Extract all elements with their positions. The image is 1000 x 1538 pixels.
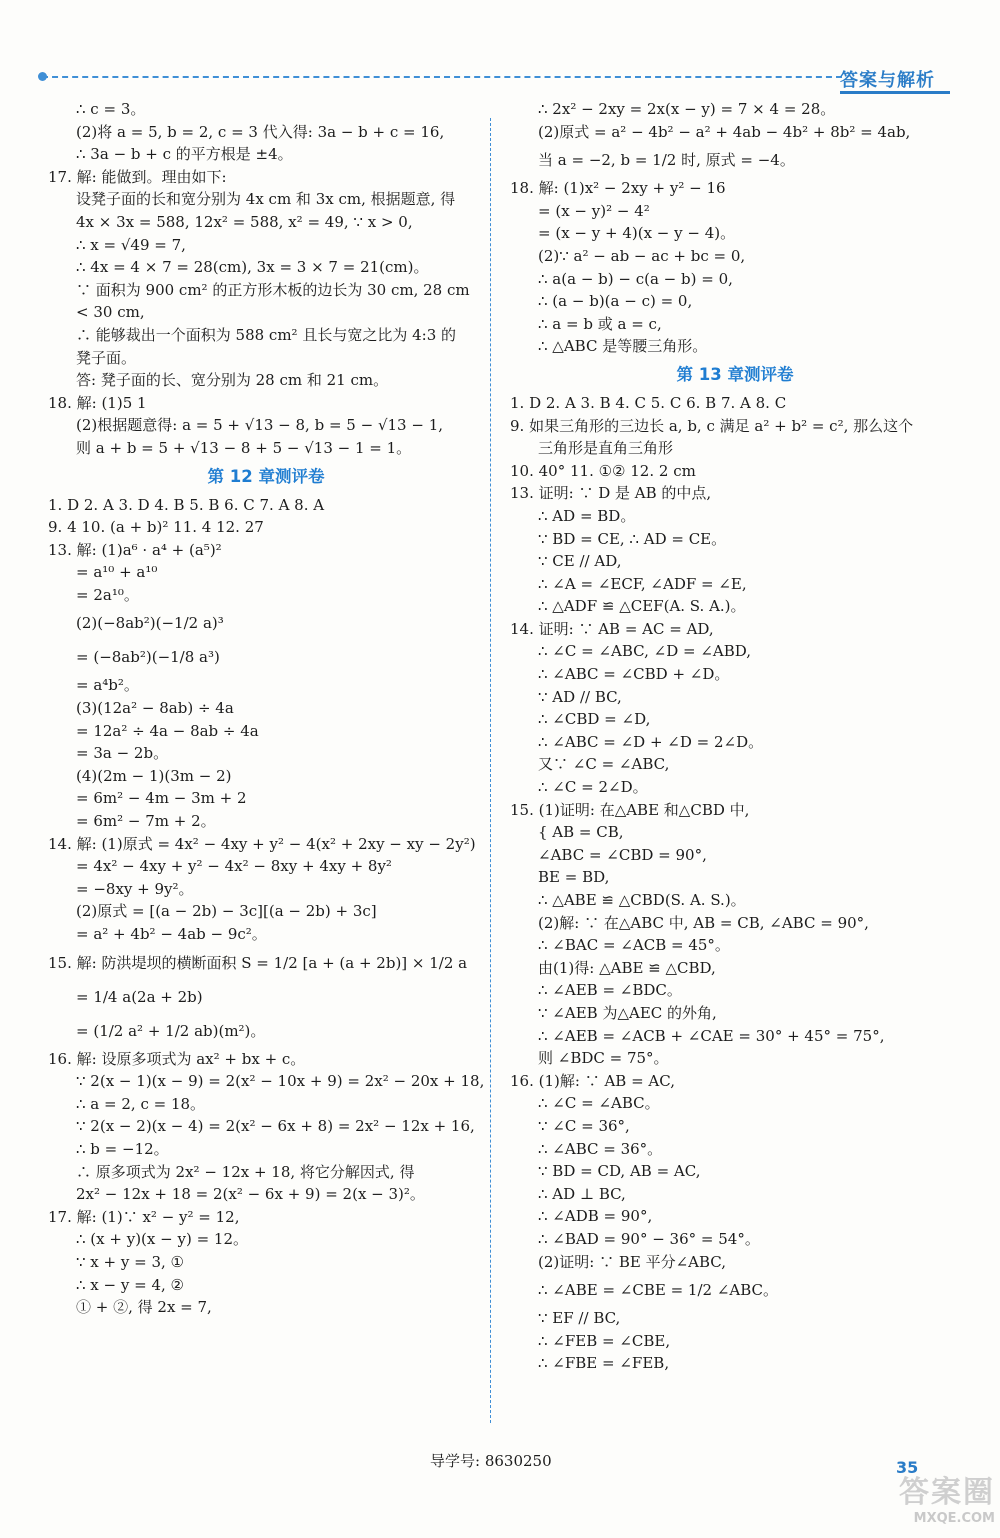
text-line: ∴ x = √49 = 7, bbox=[76, 235, 186, 254]
page-number: 35 bbox=[896, 1458, 919, 1477]
text-line: ∴ c = 3。 bbox=[76, 100, 146, 118]
text-line: (2)(−8ab²)(−1/2 a)³ bbox=[76, 614, 224, 633]
text-line: ∴ AD ⊥ BC, bbox=[538, 1184, 626, 1203]
text-line: ∴ (a − b)(a − c) = 0, bbox=[538, 292, 693, 311]
text-line: ∴ 2x² − 2xy = 2x(x − y) = 7 × 4 = 28。 bbox=[538, 100, 836, 118]
text-line: 14. 解: (1)原式 = 4x² − 4xy + y² − 4(x² + 2xy − xy − 2y²) bbox=[48, 834, 476, 853]
text-line: ∴ ∠C = 2∠D。 bbox=[538, 778, 648, 797]
text-line: ∴ ∠FEB = ∠CBE, bbox=[538, 1331, 671, 1350]
text-line: (4)(2m − 1)(3m − 2) bbox=[76, 766, 232, 785]
text-line: ∴ △ABE ≌ △CBD(S. A. S.)。 bbox=[538, 891, 746, 909]
section-title-ch12: 第 12 章测评卷 bbox=[207, 466, 325, 486]
text-line: 13. 解: (1)a⁶ · a⁴ + (a⁵)² bbox=[48, 540, 222, 559]
text-line: 4x × 3x = 588, 12x² = 588, x² = 49, ∵ x > 0, bbox=[76, 212, 413, 231]
text-line: (3)(12a² − 8ab) ÷ 4a bbox=[76, 699, 234, 718]
text-line: ∴ ∠BAD = 90° − 36° = 54°。 bbox=[538, 1229, 760, 1248]
text-line: (2)根据题意得: a = 5 + √13 − 8, b = 5 − √13 − 1, bbox=[76, 416, 444, 435]
footer-guide-code: 导学号: 8630250 bbox=[430, 1452, 552, 1470]
text-line: 18. 解: (1)x² − 2xy + y² − 16 bbox=[510, 179, 726, 198]
text-line: 15. 解: 防洪堤坝的横断面积 S = 1/2 [a + (a + 2b)] × 1/2 a bbox=[48, 953, 468, 972]
text-line: = −8xy + 9y²。 bbox=[76, 879, 194, 898]
text-line: = (x − y + 4)(x − y − 4)。 bbox=[538, 224, 736, 243]
watermark-url: MXQE.COM bbox=[913, 1511, 995, 1526]
text-line: = (x − y)² − 4² bbox=[538, 201, 650, 220]
watermark-logo bbox=[820, 1475, 995, 1535]
text-line: 凳子面。 bbox=[76, 348, 137, 367]
text-line: (2)将 a = 5, b = 2, c = 3 代入得: 3a − b + c = 16, bbox=[76, 122, 445, 141]
text-line: ∴ (x + y)(x − y) = 12。 bbox=[76, 1230, 248, 1249]
text-line: (2)证明: ∵ BE 平分∠ABC, bbox=[538, 1252, 726, 1271]
text-line: = (1/2 a² + 1/2 ab)(m²)。 bbox=[76, 1021, 266, 1040]
text-line: 13. 证明: ∵ D 是 AB 的中点, bbox=[510, 484, 712, 503]
text-line: ∴ ∠ABC = 36°。 bbox=[538, 1139, 663, 1158]
text-line: ∵ AD // BC, bbox=[538, 687, 622, 706]
text-line: ∴ AD = BD。 bbox=[538, 506, 636, 525]
text-line: 1. D 2. A 3. D 4. B 5. B 6. C 7. A 8. A bbox=[48, 495, 325, 514]
text-line: ∴ b = −12。 bbox=[76, 1139, 169, 1158]
text-line: (2)原式 = a² − 4b² − a² + 4ab − 4b² + 8b² = 4ab, bbox=[538, 122, 911, 141]
text-line: { AB = CB, bbox=[538, 823, 624, 842]
text-line: ∵ 面积为 900 cm² 的正方形木板的边长为 30 cm, 28 cm bbox=[76, 280, 470, 299]
left-column bbox=[48, 98, 484, 1319]
header-dashed-rule bbox=[42, 76, 842, 78]
text-line: (2)解: ∵ 在△ABC 中, AB = CB, ∠ABC = 90°, bbox=[538, 913, 869, 932]
text-line: 2x² − 12x + 18 = 2(x² − 6x + 9) = 2(x − 3)²。 bbox=[76, 1185, 425, 1204]
text-line: ∴ ∠ABE = ∠CBE = 1/2 ∠ABC。 bbox=[538, 1281, 779, 1300]
text-line: 又∵ ∠C = ∠ABC, bbox=[538, 755, 670, 774]
text-line: = 6m² − 7m + 2。 bbox=[76, 812, 216, 831]
text-line: ∵ BD = CD, AB = AC, bbox=[538, 1162, 701, 1181]
text-line: 则 a + b = 5 + √13 − 8 + 5 − √13 − 1 = 1。 bbox=[76, 438, 412, 457]
text-line: = 1/4 a(2a + 2b) bbox=[76, 987, 203, 1006]
text-line: 设凳子面的长和宽分别为 4x cm 和 3x cm, 根据题意, 得 bbox=[76, 190, 456, 209]
text-line: = 3a − 2b。 bbox=[76, 744, 169, 763]
text-line: = 6m² − 4m − 3m + 2 bbox=[76, 789, 247, 808]
header-title: 答案与解析 bbox=[840, 62, 950, 94]
text-line: 15. (1)证明: 在△ABE 和△CBD 中, bbox=[510, 800, 750, 819]
text-line: ① + ②, 得 2x = 7, bbox=[76, 1298, 212, 1317]
text-line: ∴ △ABC 是等腰三角形。 bbox=[538, 337, 708, 356]
text-line: (2)∵ a² − ab − ac + bc = 0, bbox=[538, 246, 746, 265]
text-line: 16. 解: 设原多项式为 ax² + bx + c。 bbox=[48, 1049, 306, 1068]
text-line: 17. 解: 能做到。理由如下: bbox=[48, 167, 227, 186]
text-line: ∵ BD = CE, ∴ AD = CE。 bbox=[538, 529, 727, 548]
text-line: ∵ CE // AD, bbox=[538, 552, 622, 571]
text-line: ∵ ∠C = 36°, bbox=[538, 1116, 630, 1135]
watermark-badge: 答案圈 bbox=[899, 1475, 995, 1510]
text-line: ∴ x − y = 4, ② bbox=[76, 1275, 184, 1294]
text-line: ∵ x + y = 3, ① bbox=[76, 1252, 184, 1271]
text-line: 当 a = −2, b = 1/2 时, 原式 = −4。 bbox=[538, 151, 795, 170]
text-line: 1. D 2. A 3. B 4. C 5. C 6. B 7. A 8. C bbox=[510, 393, 787, 412]
text-line: ∴ 3a − b + c 的平方根是 ±4。 bbox=[76, 145, 293, 164]
text-line: ∴ ∠ABC = ∠D + ∠D = 2∠D。 bbox=[538, 732, 764, 751]
section-title-ch13: 第 13 章测评卷 bbox=[676, 364, 794, 384]
text-line: 18. 解: (1)5 1 bbox=[48, 393, 147, 412]
text-line: ∴ ∠BAC = ∠ACB = 45°。 bbox=[538, 936, 730, 955]
text-line: = 12a² ÷ 4a − 8ab ÷ 4a bbox=[76, 721, 259, 740]
text-line: ∴ 原多项式为 2x² − 12x + 18, 将它分解因式, 得 bbox=[76, 1162, 415, 1181]
text-line: 9. 如果三角形的三边长 a, b, c 满足 a² + b² = c², 那么这个 bbox=[510, 416, 914, 435]
text-line: 三角形是直角三角形 bbox=[538, 439, 674, 458]
text-line: ∴ 能够裁出一个面积为 588 cm² 且长与宽之比为 4:3 的 bbox=[76, 325, 457, 344]
text-line: = 2a¹⁰。 bbox=[76, 585, 139, 604]
text-line: < 30 cm, bbox=[76, 303, 145, 322]
text-line: = (−8ab²)(−1/8 a³) bbox=[76, 648, 220, 667]
text-line: ∴ △ADF ≌ △CEF(A. S. A.)。 bbox=[538, 597, 746, 616]
text-line: 答: 凳子面的长、宽分别为 28 cm 和 21 cm。 bbox=[76, 371, 389, 390]
column-divider bbox=[490, 118, 491, 1423]
text-line: 10. 40° 11. ①② 12. 2 cm bbox=[510, 461, 696, 480]
text-line: 9. 4 10. (a + b)² 11. 4 12. 27 bbox=[48, 518, 264, 537]
text-line: ∵ ∠AEB 为△AEC 的外角, bbox=[538, 1003, 717, 1022]
text-line: ∴ ∠ADB = 90°, bbox=[538, 1207, 653, 1226]
text-line: 则 ∠BDC = 75°。 bbox=[538, 1049, 669, 1068]
text-line: ∴ 4x = 4 × 7 = 28(cm), 3x = 3 × 7 = 21(cm)。 bbox=[76, 258, 429, 277]
text-line: ∴ ∠FBE = ∠FEB, bbox=[538, 1354, 670, 1373]
text-line: ∴ ∠AEB = ∠ACB + ∠CAE = 30° + 45° = 75°, bbox=[538, 1026, 885, 1045]
text-line: ∴ ∠ABC = ∠CBD + ∠D。 bbox=[538, 665, 730, 684]
right-column bbox=[510, 98, 960, 1375]
text-line: ∵ 2(x − 1)(x − 9) = 2(x² − 10x + 9) = 2x² − 20x + 18, bbox=[76, 1072, 485, 1091]
text-line: ∴ a = 2, c = 18。 bbox=[76, 1094, 206, 1113]
text-line: BE = BD, bbox=[538, 868, 610, 887]
text-line: ∴ ∠AEB = ∠BDC。 bbox=[538, 981, 682, 1000]
text-line: (2)原式 = [(a − 2b) − 3c][(a − 2b) + 3c] bbox=[76, 902, 377, 921]
text-line: ∴ ∠C = ∠ABC。 bbox=[538, 1094, 660, 1113]
text-line: ∴ a(a − b) − c(a − b) = 0, bbox=[538, 269, 733, 288]
text-line: = a⁴b²。 bbox=[76, 676, 139, 695]
text-line: 17. 解: (1)∵ x² − y² = 12, bbox=[48, 1207, 240, 1226]
text-line: = a² + 4b² − 4ab − 9c²。 bbox=[76, 925, 267, 943]
text-line: 16. (1)解: ∵ AB = AC, bbox=[510, 1071, 675, 1090]
text-line: ∵ EF // BC, bbox=[538, 1309, 621, 1328]
text-line: ∴ ∠A = ∠ECF, ∠ADF = ∠E, bbox=[538, 574, 747, 593]
text-line: = a¹⁰ + a¹⁰ bbox=[76, 563, 158, 582]
text-line: ∴ a = b 或 a = c, bbox=[538, 314, 662, 333]
text-line: ∵ 2(x − 2)(x − 4) = 2(x² − 6x + 8) = 2x² − 12x + 16, bbox=[76, 1117, 475, 1136]
text-line: ∠ABC = ∠CBD = 90°, bbox=[538, 845, 707, 864]
text-line: ∴ ∠CBD = ∠D, bbox=[538, 710, 651, 729]
text-line: 14. 证明: ∵ AB = AC = AD, bbox=[510, 619, 714, 638]
text-line: 由(1)得: △ABE ≌ △CBD, bbox=[538, 958, 716, 977]
text-line: ∴ ∠C = ∠ABC, ∠D = ∠ABD, bbox=[538, 642, 752, 661]
text-line: = 4x² − 4xy + y² − 4x² − 8xy + 4xy + 8y² bbox=[76, 857, 392, 876]
